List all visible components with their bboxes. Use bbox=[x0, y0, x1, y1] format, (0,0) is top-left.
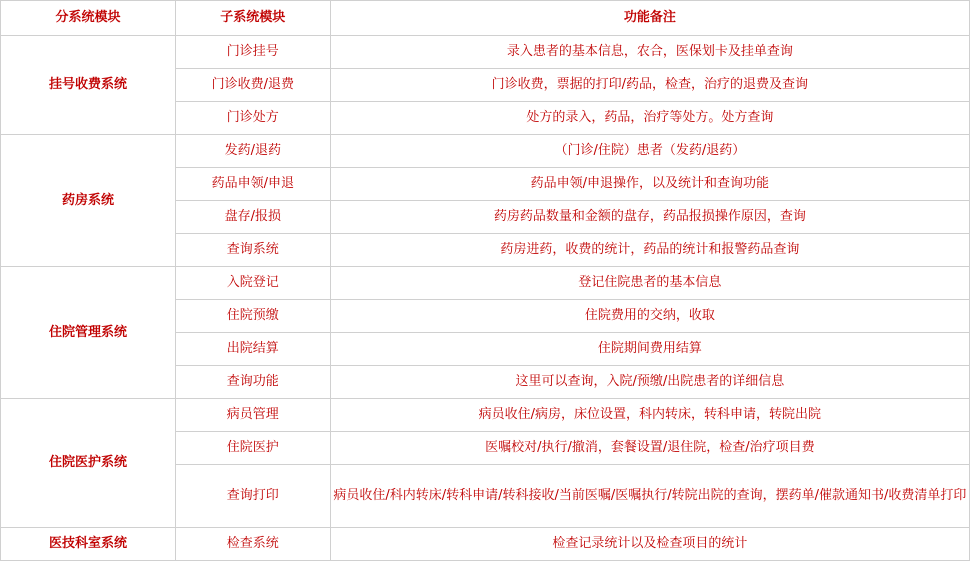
submodule-cell: 出院结算 bbox=[175, 333, 330, 366]
submodule-cell: 门诊挂号 bbox=[175, 36, 330, 69]
submodule-cell: 门诊处方 bbox=[175, 102, 330, 135]
note-cell: 病员收住/病房，床位设置，科内转床，转科申请，转院出院 bbox=[330, 399, 969, 432]
header-note: 功能备注 bbox=[330, 1, 969, 36]
note-cell: 住院费用的交纳，收取 bbox=[330, 300, 969, 333]
submodule-cell: 住院医护 bbox=[175, 432, 330, 465]
module-cell: 住院医护系统 bbox=[1, 399, 176, 528]
submodule-cell: 检查系统 bbox=[175, 528, 330, 561]
submodule-cell: 发药/退药 bbox=[175, 135, 330, 168]
note-cell: 处方的录入，药品，治疗等处方。处方查询 bbox=[330, 102, 969, 135]
submodule-cell: 查询功能 bbox=[175, 366, 330, 399]
module-cell: 药房系统 bbox=[1, 135, 176, 267]
module-cell: 挂号收费系统 bbox=[1, 36, 176, 135]
note-cell: 医嘱校对/执行/撤消，套餐设置/退住院，检查/治疗项目费 bbox=[330, 432, 969, 465]
note-cell: 药房药品数量和金额的盘存，药品报损操作原因，查询 bbox=[330, 201, 969, 234]
note-cell: （门诊/住院）患者（发药/退药） bbox=[330, 135, 969, 168]
note-cell: 住院期间费用结算 bbox=[330, 333, 969, 366]
submodule-cell: 门诊收费/退费 bbox=[175, 69, 330, 102]
submodule-cell: 入院登记 bbox=[175, 267, 330, 300]
table-row bbox=[1, 399, 970, 432]
table-row bbox=[1, 528, 970, 561]
note-cell: 这里可以查询，入院/预缴/出院患者的详细信息 bbox=[330, 366, 969, 399]
note-cell: 药品申领/申退操作，以及统计和查询功能 bbox=[330, 168, 969, 201]
table-row bbox=[1, 135, 970, 168]
note-cell: 登记住院患者的基本信息 bbox=[330, 267, 969, 300]
module-cell: 住院管理系统 bbox=[1, 267, 176, 399]
header-module: 分系统模块 bbox=[1, 1, 176, 36]
note-cell: 药房进药，收费的统计，药品的统计和报警药品查询 bbox=[330, 234, 969, 267]
submodule-cell: 查询系统 bbox=[175, 234, 330, 267]
table-row bbox=[1, 36, 970, 69]
submodule-cell: 病员管理 bbox=[175, 399, 330, 432]
submodule-cell: 查询打印 bbox=[175, 465, 330, 528]
submodule-cell: 盘存/报损 bbox=[175, 201, 330, 234]
table-row bbox=[1, 267, 970, 300]
submodule-cell: 药品申领/申退 bbox=[175, 168, 330, 201]
note-cell: 病员收住/科内转床/转科申请/转科接收/当前医嘱/医嘱执行/转院出院的查询，摆药单/催款通知书/收费清单打印 bbox=[330, 465, 969, 528]
note-cell: 门诊收费，票据的打印/药品，检查，治疗的退费及查询 bbox=[330, 69, 969, 102]
submodule-cell: 住院预缴 bbox=[175, 300, 330, 333]
note-cell: 检查记录统计以及检查项目的统计 bbox=[330, 528, 969, 561]
table-header-row bbox=[1, 1, 970, 36]
header-submodule: 子系统模块 bbox=[175, 1, 330, 36]
module-cell: 医技科室系统 bbox=[1, 528, 176, 561]
note-cell: 录入患者的基本信息，农合，医保划卡及挂单查询 bbox=[330, 36, 969, 69]
